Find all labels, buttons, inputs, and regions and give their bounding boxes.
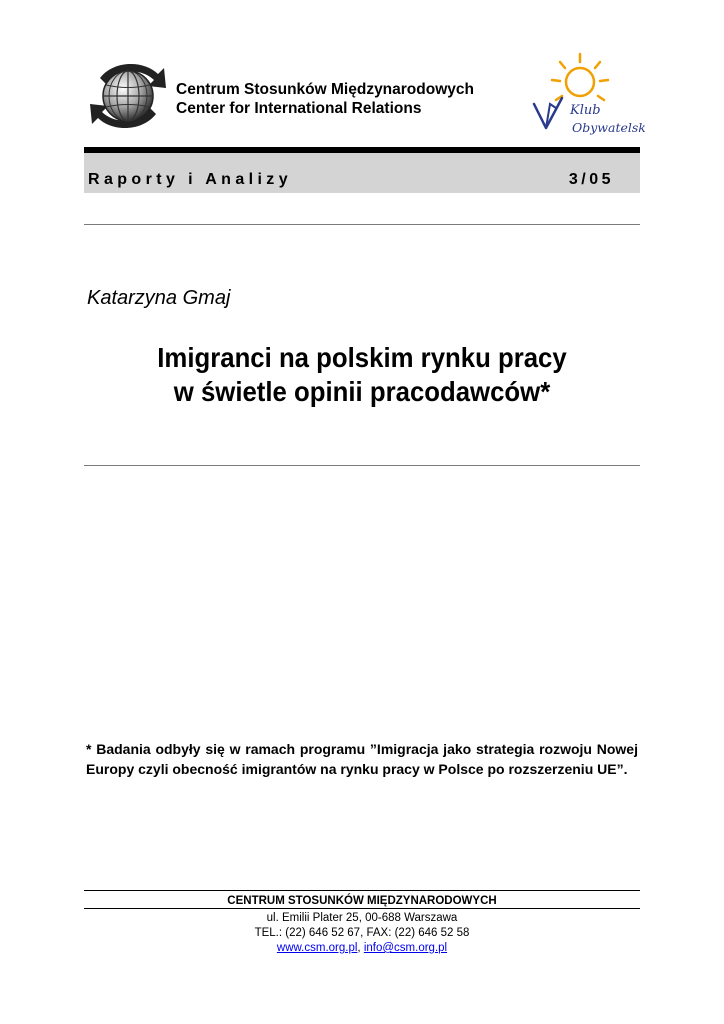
klub-logo-line1: Klub [570, 103, 601, 118]
klub-logo-line2: Obywatelski [572, 120, 646, 135]
footnote: * Badania odbyły się w ramach programu ”Imigracja jako strategia rozwoju Nowej Europy czyli obecność imigrantów na rynku pracy w Polsce po rozszerzeniu UE”. [86, 741, 638, 777]
report-title-line1: Imigranci na polskim rynku pracy [157, 342, 567, 373]
divider-top [84, 224, 640, 225]
org-name-pl: Centrum Stosunków Międzynarodowych [176, 81, 474, 98]
email-link[interactable]: info@csm.org.pl [363, 942, 448, 954]
report-title [106, 341, 618, 409]
org-name [176, 80, 474, 118]
footer-org: CENTRUM STOSUNKÓW MIĘDZYNARODOWYCH [227, 895, 497, 907]
report-title-line2: w świetle opinii pracodawców* [173, 376, 551, 407]
series-title: Raporty i Analizy [88, 171, 293, 188]
footer [84, 894, 640, 956]
website-link[interactable]: www.csm.org.pl [276, 942, 358, 954]
footer-rule-top [84, 890, 640, 891]
klub-obywatelski-logo [526, 46, 646, 142]
footer-address: ul. Emilii Plater 25, 00-688 Warszawa [266, 912, 458, 924]
author-name: Katarzyna Gmaj [87, 287, 231, 309]
divider-bottom [84, 465, 640, 466]
globe-arrows-logo-icon [86, 58, 170, 134]
footer-link-separator: , [357, 942, 361, 954]
footer-phone-fax: TEL.: (22) 646 52 67, FAX: (22) 646 52 58 [254, 927, 470, 939]
series-number: 3/05 [568, 171, 614, 188]
org-name-en: Center for International Relations [176, 100, 422, 117]
footer-links [84, 941, 640, 956]
